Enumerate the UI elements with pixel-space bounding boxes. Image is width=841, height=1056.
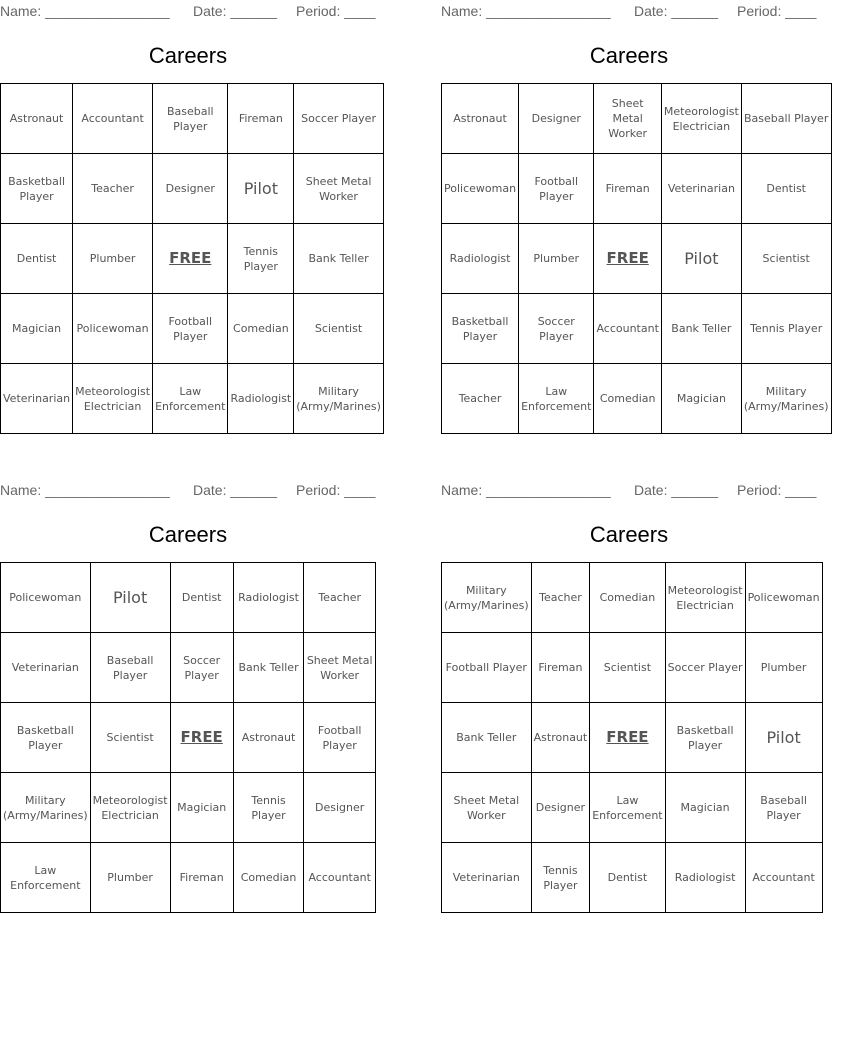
bingo-cell: Comedian	[590, 563, 665, 633]
bingo-cell: Policewoman	[442, 154, 519, 224]
bingo-cell: Scientist	[90, 703, 170, 773]
bingo-cell: Teacher	[73, 154, 153, 224]
grid-row	[442, 154, 832, 224]
name-field-label: Name: ________________	[0, 482, 170, 498]
grid-row	[1, 364, 384, 434]
card-title: Careers	[589, 43, 669, 68]
bingo-cell: Pilot	[661, 224, 741, 294]
bingo-cell: Military (Army/Marines)	[1, 773, 91, 843]
bingo-cell: Sheet Metal Worker	[442, 773, 532, 843]
bingo-cell: Comedian	[594, 364, 661, 434]
bingo-cell: Sheet Metal Worker	[294, 154, 384, 224]
bingo-cell: Dentist	[1, 224, 73, 294]
bingo-cell: Accountant	[594, 294, 661, 364]
bingo-cell: Magician	[1, 294, 73, 364]
free-space-cell: FREE	[153, 224, 228, 294]
bingo-cell: Meteorologist Electrician	[73, 364, 153, 434]
bingo-cell: Pilot	[745, 703, 822, 773]
bingo-cell: Bank Teller	[442, 703, 532, 773]
name-field-label: Name: ________________	[0, 3, 170, 19]
bingo-cell: Meteorologist Electrician	[661, 84, 741, 154]
bingo-cell: Baseball Player	[90, 633, 170, 703]
bingo-cell: Policewoman	[1, 563, 91, 633]
bingo-cell: Veterinarian	[442, 843, 532, 913]
card-title: Careers	[148, 43, 228, 68]
grid-row	[442, 633, 823, 703]
bingo-cell: Fireman	[531, 633, 590, 703]
grid-row	[442, 84, 832, 154]
bingo-cell: Astronaut	[442, 84, 519, 154]
bingo-cell: Radiologist	[233, 563, 304, 633]
grid-row	[442, 294, 832, 364]
bingo-cell: Meteorologist Electrician	[665, 563, 745, 633]
grid-row	[442, 224, 832, 294]
bingo-cell: Sheet Metal Worker	[594, 84, 661, 154]
bingo-cell: Basketball Player	[665, 703, 745, 773]
grid-row	[1, 84, 384, 154]
bingo-cell: Policewoman	[73, 294, 153, 364]
bingo-cell: Dentist	[170, 563, 233, 633]
grid-row	[442, 773, 823, 843]
bingo-cell: Dentist	[590, 843, 665, 913]
bingo-grid	[0, 562, 376, 913]
card-header	[441, 0, 841, 22]
grid-row	[1, 154, 384, 224]
bingo-cell: Comedian	[228, 294, 294, 364]
bingo-cell: Plumber	[90, 843, 170, 913]
bingo-cell: Magician	[170, 773, 233, 843]
card-header	[0, 0, 400, 22]
bingo-cell: Military (Army/Marines)	[741, 364, 831, 434]
grid-row	[1, 843, 376, 913]
bingo-cell: Sheet Metal Worker	[304, 633, 376, 703]
bingo-cell: Plumber	[745, 633, 822, 703]
bingo-cell: Bank Teller	[294, 224, 384, 294]
bingo-cell: Basketball Player	[442, 294, 519, 364]
bingo-cell: Accountant	[304, 843, 376, 913]
free-space-cell: FREE	[170, 703, 233, 773]
bingo-cell: Bank Teller	[233, 633, 304, 703]
bingo-cell: Tennis Player	[741, 294, 831, 364]
period-field-label: Period: ____	[296, 482, 376, 498]
bingo-cell: Soccer Player	[294, 84, 384, 154]
bingo-grid	[441, 83, 832, 434]
bingo-cell: Plumber	[519, 224, 594, 294]
grid-row	[442, 843, 823, 913]
bingo-cell: Designer	[153, 154, 228, 224]
bingo-cell: Scientist	[741, 224, 831, 294]
grid-row	[1, 633, 376, 703]
name-field-label: Name: ________________	[441, 482, 611, 498]
bingo-cell: Military (Army/Marines)	[442, 563, 532, 633]
bingo-cell: Soccer Player	[519, 294, 594, 364]
bingo-cell: Radiologist	[665, 843, 745, 913]
period-field-label: Period: ____	[737, 482, 817, 498]
bingo-cell: Accountant	[73, 84, 153, 154]
bingo-cell: Football Player	[442, 633, 532, 703]
bingo-cell: Designer	[304, 773, 376, 843]
name-field-label: Name: ________________	[441, 3, 611, 19]
bingo-cell: Veterinarian	[1, 364, 73, 434]
bingo-cell: Fireman	[594, 154, 661, 224]
bingo-cell: Magician	[661, 364, 741, 434]
bingo-cell: Military (Army/Marines)	[294, 364, 384, 434]
bingo-cell: Tennis Player	[228, 224, 294, 294]
date-field-label: Date: ______	[634, 3, 719, 19]
bingo-cell: Astronaut	[531, 703, 590, 773]
bingo-cell: Scientist	[590, 633, 665, 703]
bingo-cell: Tennis Player	[233, 773, 304, 843]
card-header	[0, 479, 400, 501]
bingo-grid	[441, 562, 823, 913]
grid-row	[442, 364, 832, 434]
bingo-cell: Law Enforcement	[153, 364, 228, 434]
bingo-cell: Meteorologist Electrician	[90, 773, 170, 843]
bingo-cell: Astronaut	[1, 84, 73, 154]
period-field-label: Period: ____	[737, 3, 817, 19]
date-field-label: Date: ______	[634, 482, 719, 498]
grid-row	[1, 703, 376, 773]
bingo-cell: Teacher	[531, 563, 590, 633]
period-field-label: Period: ____	[296, 3, 376, 19]
bingo-cell: Veterinarian	[1, 633, 91, 703]
bingo-cell: Law Enforcement	[1, 843, 91, 913]
bingo-cell: Plumber	[73, 224, 153, 294]
bingo-cell: Bank Teller	[661, 294, 741, 364]
bingo-grid	[0, 83, 384, 434]
bingo-cell: Astronaut	[233, 703, 304, 773]
bingo-cell: Pilot	[228, 154, 294, 224]
bingo-cell: Basketball Player	[1, 154, 73, 224]
bingo-cell: Radiologist	[442, 224, 519, 294]
bingo-cell: Football Player	[519, 154, 594, 224]
bingo-cell: Pilot	[90, 563, 170, 633]
bingo-cell: Law Enforcement	[519, 364, 594, 434]
bingo-cell: Accountant	[745, 843, 822, 913]
free-space-cell: FREE	[590, 703, 665, 773]
bingo-cell: Fireman	[170, 843, 233, 913]
bingo-cell: Designer	[531, 773, 590, 843]
bingo-cell: Football Player	[153, 294, 228, 364]
card-header	[441, 479, 841, 501]
date-field-label: Date: ______	[193, 3, 278, 19]
bingo-cell: Tennis Player	[531, 843, 590, 913]
card-title: Careers	[589, 522, 669, 547]
bingo-cell: Basketball Player	[1, 703, 91, 773]
bingo-cell: Designer	[519, 84, 594, 154]
bingo-cell: Soccer Player	[170, 633, 233, 703]
bingo-cell: Comedian	[233, 843, 304, 913]
bingo-cell: Radiologist	[228, 364, 294, 434]
free-space-cell: FREE	[594, 224, 661, 294]
bingo-cell: Soccer Player	[665, 633, 745, 703]
date-field-label: Date: ______	[193, 482, 278, 498]
bingo-cell: Veterinarian	[661, 154, 741, 224]
grid-row	[442, 563, 823, 633]
bingo-cell: Baseball Player	[741, 84, 831, 154]
grid-row	[1, 224, 384, 294]
grid-row	[1, 294, 384, 364]
card-title: Careers	[148, 522, 228, 547]
grid-row	[1, 773, 376, 843]
bingo-cell: Magician	[665, 773, 745, 843]
grid-row	[1, 563, 376, 633]
bingo-cell: Scientist	[294, 294, 384, 364]
grid-row	[442, 703, 823, 773]
bingo-cell: Baseball Player	[153, 84, 228, 154]
bingo-cell: Teacher	[442, 364, 519, 434]
bingo-cell: Dentist	[741, 154, 831, 224]
bingo-cell: Law Enforcement	[590, 773, 665, 843]
bingo-cell: Teacher	[304, 563, 376, 633]
bingo-cell: Fireman	[228, 84, 294, 154]
bingo-cell: Policewoman	[745, 563, 822, 633]
bingo-cell: Baseball Player	[745, 773, 822, 843]
bingo-cell: Football Player	[304, 703, 376, 773]
